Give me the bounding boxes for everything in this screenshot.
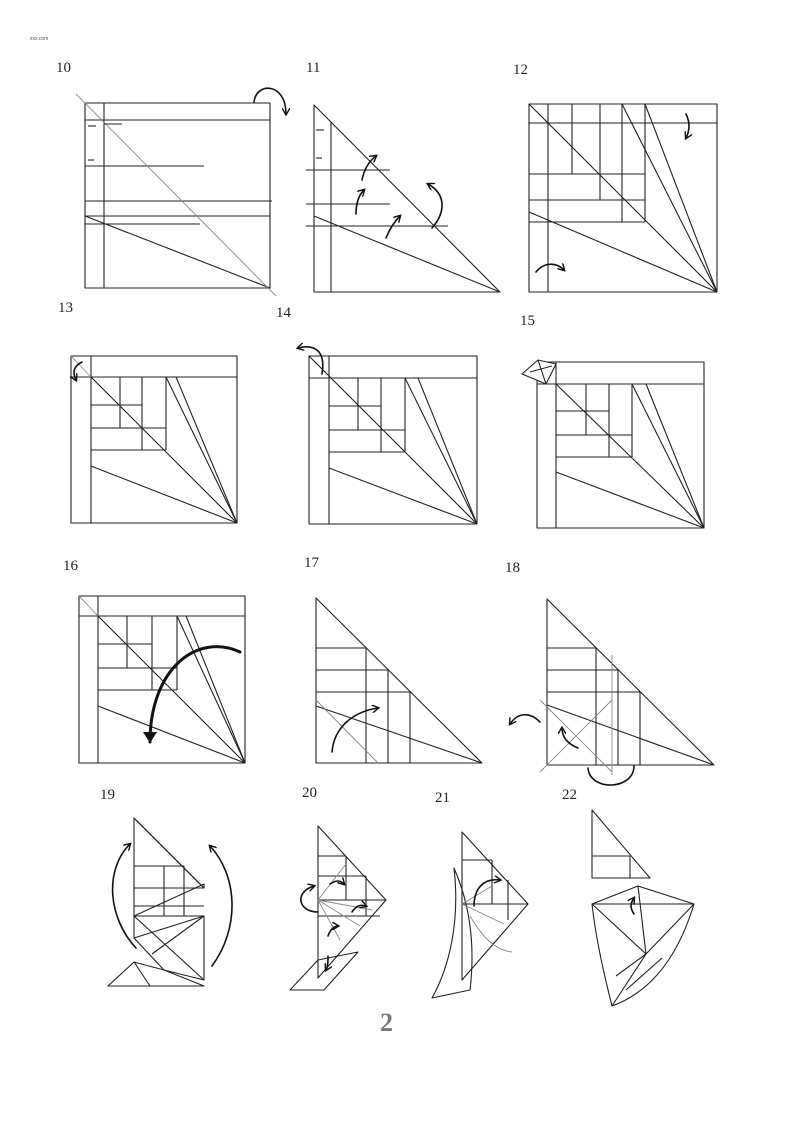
diagram-step-18 xyxy=(510,599,714,785)
page-number: 2 xyxy=(380,1008,393,1037)
step-number-21: 21 xyxy=(435,790,450,806)
diagram-step-14 xyxy=(298,347,477,524)
diagram-step-13 xyxy=(71,356,237,523)
diagram-step-11 xyxy=(306,105,500,292)
step-number-19: 19 xyxy=(100,787,115,803)
step-number-11: 11 xyxy=(306,60,321,76)
step-number-20: 20 xyxy=(302,785,317,801)
step-number-10: 10 xyxy=(56,60,71,76)
diagram-step-21 xyxy=(432,832,528,998)
diagram-step-10 xyxy=(76,88,286,296)
step-number-16: 16 xyxy=(63,558,78,574)
diagram-step-12 xyxy=(529,104,717,292)
step-number-18: 18 xyxy=(505,560,520,576)
diagram-step-17 xyxy=(316,598,482,763)
step-number-22: 22 xyxy=(562,787,577,803)
step-number-14: 14 xyxy=(276,305,291,321)
diagram-step-20 xyxy=(290,826,386,990)
diagram-step-15 xyxy=(522,360,704,528)
step-number-13: 13 xyxy=(58,300,73,316)
site-watermark: xxx.com xyxy=(30,36,49,42)
diagram-step-19 xyxy=(108,818,232,986)
step-number-12: 12 xyxy=(513,62,528,78)
diagram-step-22 xyxy=(592,810,694,1006)
step-number-15: 15 xyxy=(520,313,535,329)
diagram-step-16 xyxy=(79,596,245,763)
step-number-17: 17 xyxy=(304,555,319,571)
